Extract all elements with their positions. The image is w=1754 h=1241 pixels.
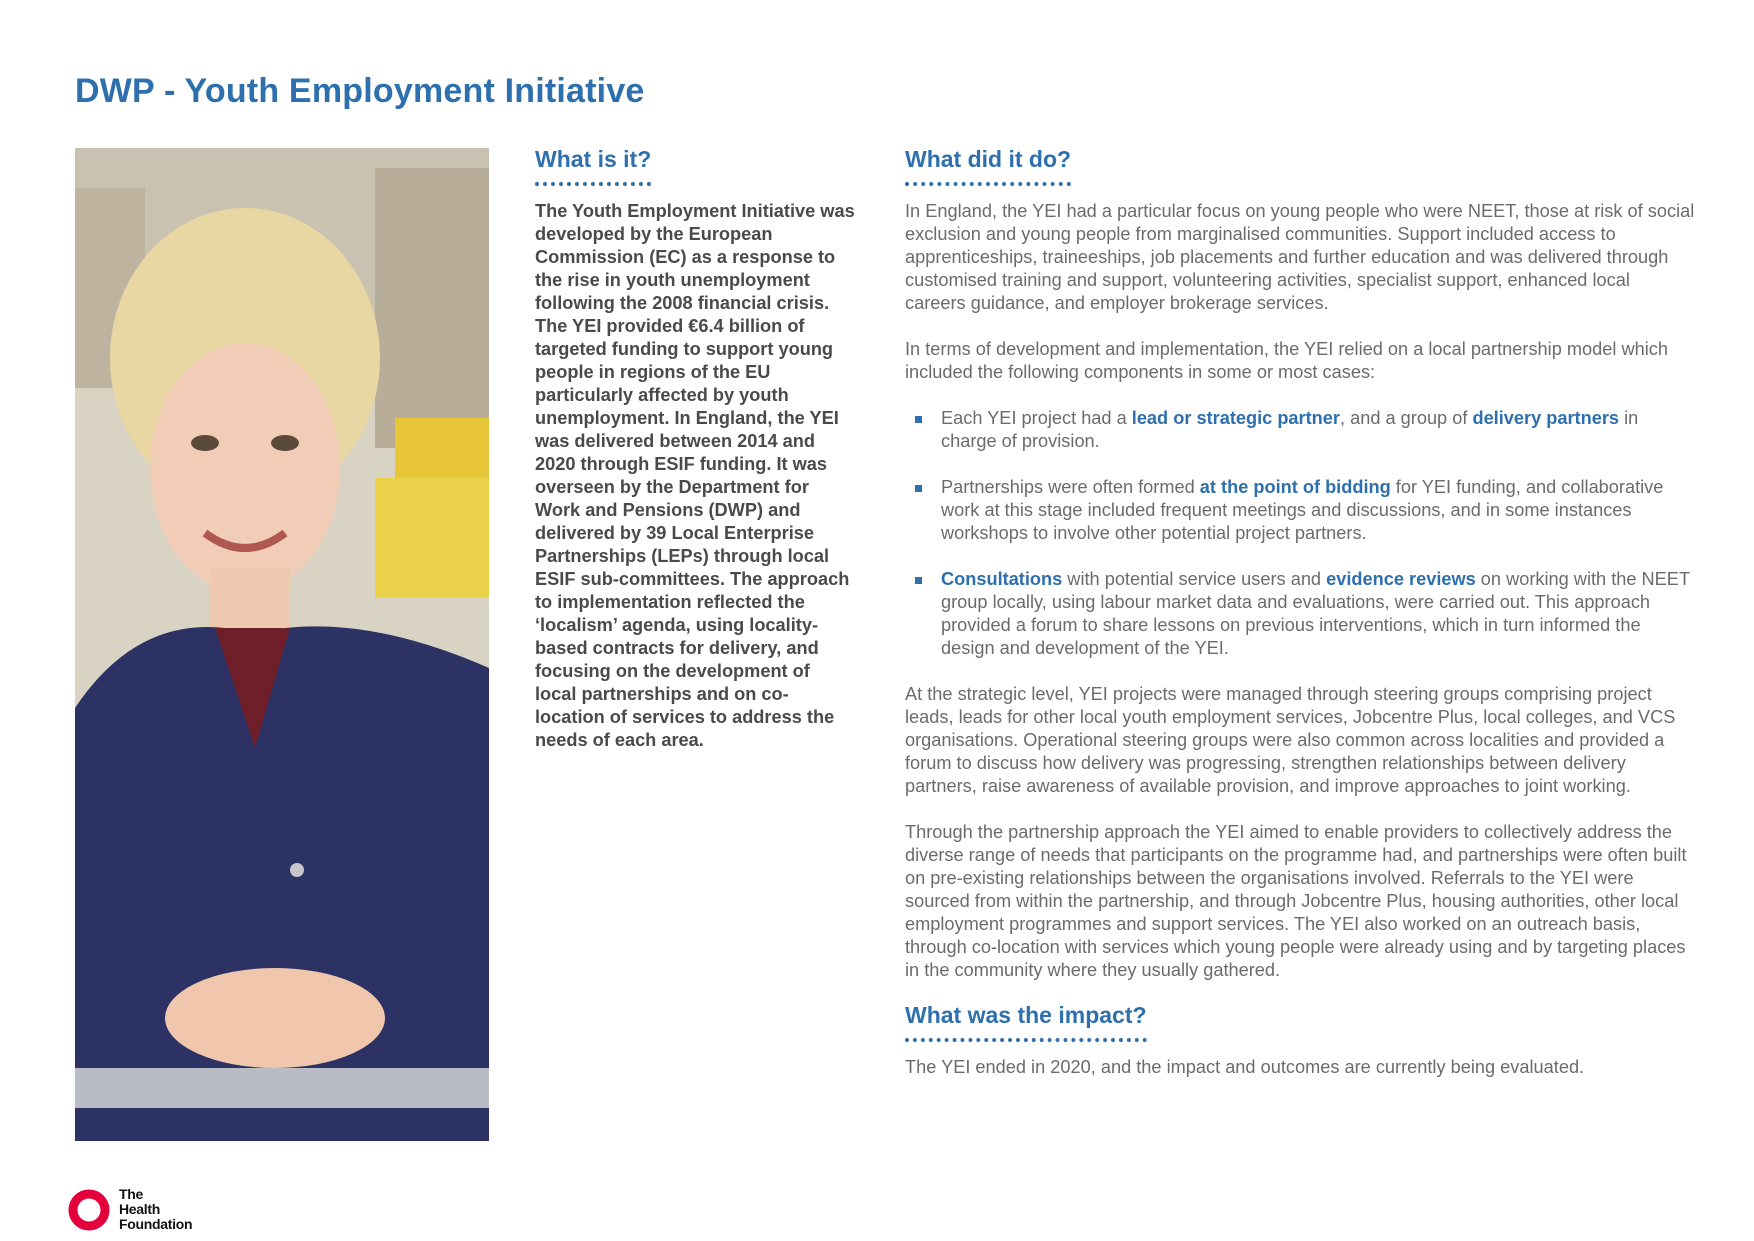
what-is-it-section	[535, 146, 855, 752]
bullet-text: Each YEI project had a	[941, 408, 1132, 428]
what-did-it-do-heading: What did it do?	[905, 146, 1071, 186]
bullet-text: in charge of provision.	[941, 408, 1639, 451]
impact-body: The YEI ended in 2020, and the impact and outcomes are currently being evaluated.	[905, 1057, 1585, 1077]
list-item	[905, 476, 1695, 545]
logo-line: Foundation	[119, 1216, 193, 1232]
paragraph-strategic-level: At the strategic level, YEI projects were managed through steering groups comprising project leads, leads for other local youth employment services, Jobcentre Plus, local colleges, and VCS organisations. Operational steering groups were also common across localities and provided a forum to discuss how delivery was progressing, strengthen relationships between delivery partners, raise awareness of available provision, and improve approaches to joint working.	[905, 684, 1676, 796]
logo-line: The	[119, 1186, 143, 1202]
photo-young-worker	[75, 148, 489, 1141]
bullet-square-icon	[915, 577, 922, 584]
bullet-highlight: Consultations	[941, 569, 1063, 589]
what-is-it-heading: What is it?	[535, 146, 651, 186]
bullet-highlight: lead or strategic partner	[1131, 408, 1340, 428]
bullet-square-icon	[915, 485, 922, 492]
bullet-text: on working with the NEET group locally, using labour market data and evaluations, were carried out. This approach provided a forum to share lessons on previous interventions, which in turn informed the design and development of the YEI.	[941, 569, 1690, 658]
list-item	[905, 568, 1695, 660]
bullet-square-icon	[915, 416, 922, 423]
bullet-text: Partnerships were often formed	[941, 477, 1200, 497]
photo-illustration	[75, 148, 489, 1141]
bullet-highlight: delivery partners	[1472, 408, 1620, 428]
bullet-highlight: at the point of bidding	[1199, 477, 1391, 497]
page-title: DWP - Youth Employment Initiative	[75, 72, 645, 110]
paragraph-focus: In England, the YEI had a particular focus on young people who were NEET, those at risk of social exclusion and young people from marginalised communities. Support included access to apprenticeships, traineeships, job placements and further education and was delivered through customised training and support, volunteering activities, specialist support, enhanced local careers guidance, and employer brokerage services.	[905, 201, 1695, 313]
bullet-text: for YEI funding, and collaborative work at this stage included frequent meetings and discussions, and in some instances workshops to involve other potential project partners.	[941, 477, 1664, 543]
components-list	[905, 407, 1695, 660]
paragraph-partnership-model: In terms of development and implementation, the YEI relied on a local partnership model which included the following components in some or most cases:	[905, 339, 1668, 382]
logo-ring-icon	[67, 1188, 111, 1232]
logo-line: Health	[119, 1201, 160, 1217]
what-did-it-do-section	[905, 146, 1695, 1079]
what-is-it-body: The Youth Employment Initiative was developed by the European Commission (EC) as a response to the rise in youth unemployment following the 2008 financial crisis. The YEI provided €6.4 billion of targeted funding to support young people in regions of the EU particularly affected by youth unemployment. In England, the YEI was delivered between 2014 and 2020 through ESIF funding. It was overseen by the Department for Work and Pensions (DWP) and delivered by 39 Local Enterprise Partnerships (LEPs) through local ESIF sub-committees. The approach to implementation reflected the ‘localism’ agenda, using locality-based contracts for delivery, and focusing on the development of local partnerships and on co-location of services to address the needs of each area.	[535, 201, 855, 750]
logo-wordmark	[119, 1187, 192, 1232]
paragraph-partnership-approach: Through the partnership approach the YEI aimed to enable providers to collectively address the diverse range of needs that participants on the programme had, and partnerships were often built on pre-existing relationships between the organisations involved. Referrals to the YEI were sourced from within the partnership, and through Jobcentre Plus, housing authorities, other local employment programmes and support services. The YEI also worked on an outreach basis, through co-location with services which young people were already using and by targeting places in the community where they usually gathered.	[905, 822, 1687, 980]
bullet-text: with potential service users and	[1062, 569, 1327, 589]
health-foundation-logo	[67, 1187, 192, 1232]
list-item	[905, 407, 1695, 453]
bullet-text: , and a group of	[1339, 408, 1473, 428]
impact-heading: What was the impact?	[905, 1002, 1147, 1042]
bullet-highlight: evidence reviews	[1326, 569, 1476, 589]
